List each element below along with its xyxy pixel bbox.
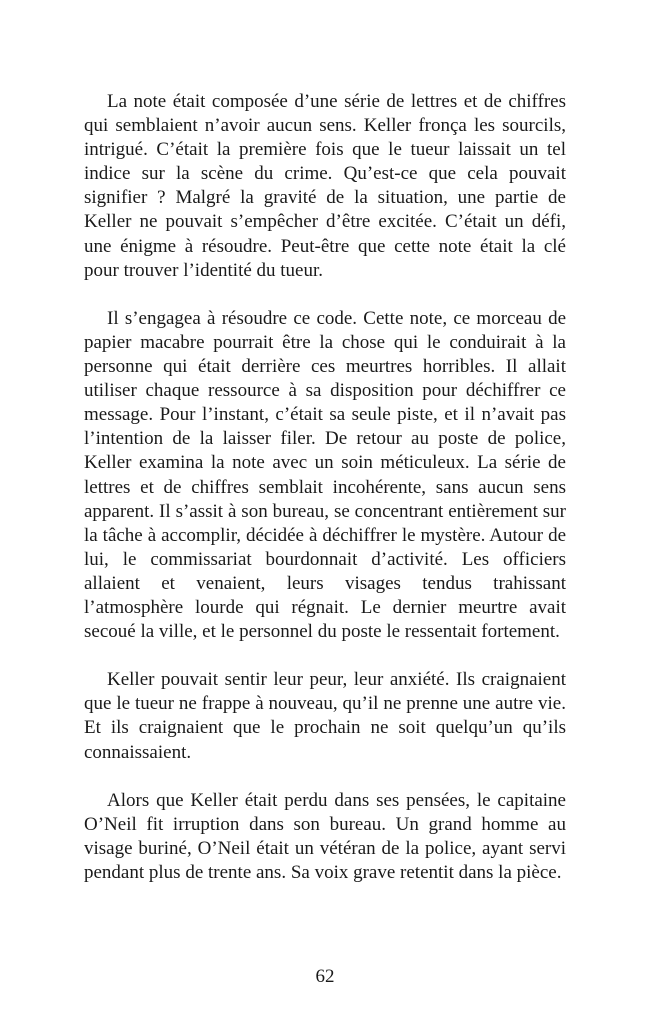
- paragraph-4: Alors que Keller était perdu dans ses pensées, le capitaine O’Neil fit irruption dans son bureau. Un grand homme au visage buriné, O’Neil était un vétéran de la police, ayant servi pendant plus de trente ans. Sa voix grave retentit dans la pièce.: [84, 789, 566, 883]
- paragraph-2: Il s’engagea à résoudre ce code. Cette note, ce morceau de papier macabre pourrait être la chose qui le conduirait à la personne qui était derrière ces meurtres horribles. Il allait utiliser chaque ressource à sa disposition pour déchiffrer ce message. Pour l’instant, c’était sa seule piste, et il n’avait pas l’intention de la laisser filer. De retour au poste de police, Keller examina la note avec un soin méticuleux. La série de lettres et de chiffres semblait incohérente, sans aucun sens apparent. Il s’assit à son bureau, se concentrant entièrement sur la tâche à accomplir, décidée à déchiffrer le mystère. Autour de lui, le commissariat bourdonnait d’activité. Les officiers allaient et venaient, leurs visages tendus trahissant l’atmosphère lourde qui régnait. Le dernier meurtre avait secoué la ville, et le personnel du poste le ressentait fortement.: [84, 307, 566, 643]
- paragraph-1: La note était composée d’une série de lettres et de chiffres qui semblaient n’avoir aucun sens. Keller fronça les sourcils, intrigué. C’était la première fois que le tueur laissait un tel indice sur la scène du crime. Qu’est-ce que cela pouvait signifier ? Malgré la gravité de la situation, une partie de Keller ne pouvait s’empêcher d’être excitée. C’était un défi, une énigme à résoudre. Peut-être que cette note était la clé pour trouver l’identité du tueur.: [84, 91, 566, 281]
- page-number: 62: [315, 966, 335, 987]
- paragraph-3: Keller pouvait sentir leur peur, leur anxiété. Ils craignaient que le tueur ne frappe à nouveau, qu’il ne prenne une autre vie. Et ils craignaient que le prochain ne soit quelqu’un qu’ils connaissaient.: [84, 669, 566, 763]
- body-text: [84, 90, 566, 909]
